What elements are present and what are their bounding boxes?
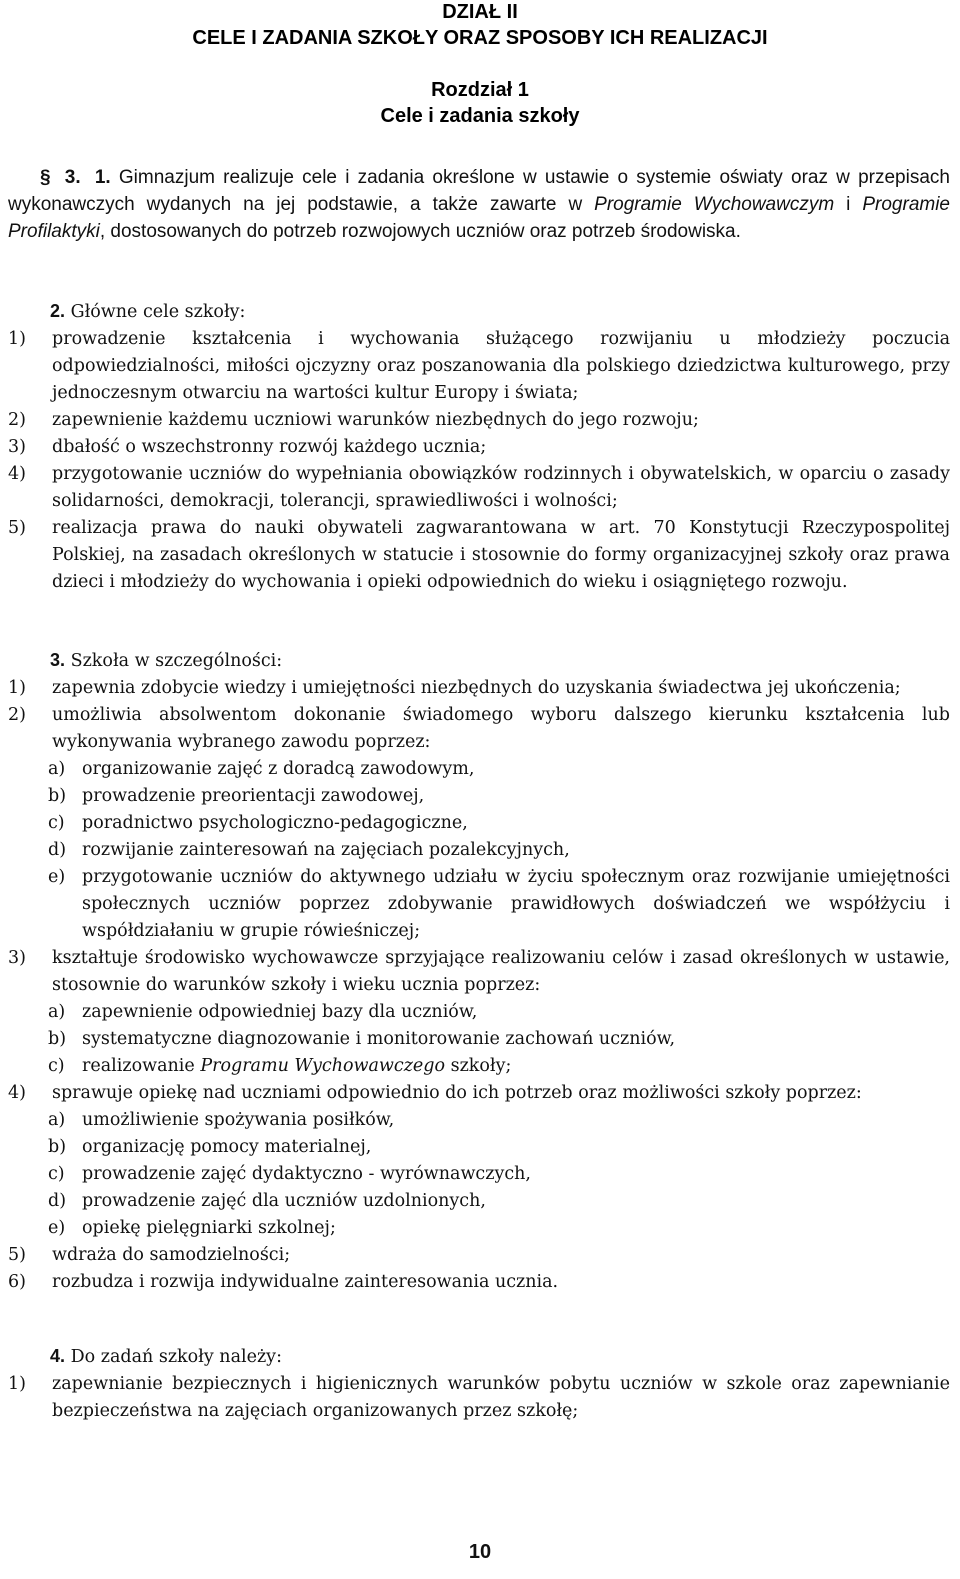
- sublist-item: [8, 1026, 950, 1053]
- list-item: [8, 675, 950, 702]
- list-item: [8, 702, 950, 756]
- paragraph-number: 2.: [50, 301, 66, 321]
- list-marker: 2): [8, 705, 26, 725]
- sublist-item-text: prowadzenie preorientacji zawodowej,: [82, 786, 425, 806]
- sublist-item-text: zapewnienie odpowiedniej bazy dla uczniów,: [82, 1002, 478, 1022]
- paragraph-3: [8, 647, 950, 1296]
- list-marker: 6): [8, 1272, 26, 1292]
- list-item-text: przygotowanie uczniów do wypełniania obowiązków rodzinnych i obywatelskich, w oparciu o zasady solidarności, demokracji, tolerancji, sprawiedliwości i wolności;: [52, 464, 950, 511]
- chapter-heading: Rozdział 1: [431, 79, 529, 101]
- list-marker: 3): [8, 948, 26, 968]
- sublist-item: [8, 810, 950, 837]
- paragraph-title: [8, 1343, 950, 1371]
- list-marker: 4): [8, 1083, 26, 1103]
- list-marker: 2): [8, 410, 26, 430]
- sublist-item-text: organizację pomocy materialnej,: [82, 1137, 372, 1157]
- list-marker: 1): [8, 678, 26, 698]
- paragraph-italic: Programie Wychowawczym: [594, 194, 835, 215]
- list-item-text: prowadzenie kształcenia i wychowania służącego rozwijaniu u młodzieży poczucia odpowiedzialności, miłości ojczyzny oraz poszanowania dla polskiego dziedzictwa kulturowego, przy jednoczesnym otwarciu na wartości kultur Europy i świata;: [52, 329, 950, 403]
- sublist-marker: a): [48, 1110, 66, 1130]
- paragraph-title-text: Główne cele szkoły:: [70, 302, 246, 322]
- paragraph-text: Gimnazjum realizuje cele i zadania określone w ustawie o systemie oświaty oraz w przepisach wykonawczych wydanych na jej podstawie, a także zawarte w: [8, 167, 950, 215]
- list-item: [8, 1242, 950, 1269]
- sublist-marker: b): [48, 1029, 67, 1049]
- sublist-marker: a): [48, 759, 66, 779]
- paragraph-number: 4.: [50, 1346, 66, 1366]
- sublist-item-text: prowadzenie zajęć dydaktyczno - wyrównawczych,: [82, 1164, 531, 1184]
- list-item-text: zapewnienie każdemu uczniowi warunków niezbędnych do jego rozwoju;: [52, 410, 699, 430]
- list-item: [8, 326, 950, 407]
- list-marker: 1): [8, 1374, 26, 1394]
- sublist-item-italic: Programu Wychowawczego: [200, 1056, 446, 1076]
- sublist-item-text: przygotowanie uczniów do aktywnego udziału w życiu społecznym oraz rozwijanie umiejętności społecznych uczniów poprzez zdobywanie prawidłowych doświadczeń we współżyciu i współdziałaniu w grupie rówieśniczej;: [82, 867, 950, 941]
- sublist-marker: b): [48, 786, 67, 806]
- list-marker: 1): [8, 329, 26, 349]
- section-number: 3.: [64, 167, 81, 188]
- list-marker: 3): [8, 437, 26, 457]
- list-item-text: wdraża do samodzielności;: [52, 1245, 291, 1265]
- list-item-text: zapewnia zdobycie wiedzy i umiejętności niezbędnych do uzyskania świadectwa jej ukończenia;: [52, 678, 901, 698]
- paragraph-title-text: Do zadań szkoły należy:: [70, 1347, 282, 1367]
- page-number: 10: [468, 1541, 492, 1563]
- sublist-item: [8, 1053, 950, 1080]
- sublist-marker: c): [48, 1164, 65, 1184]
- list-item: [8, 515, 950, 596]
- paragraph-title: [8, 298, 950, 326]
- sublist: [8, 1107, 950, 1242]
- list-item: [8, 1080, 950, 1107]
- sublist-marker: c): [48, 1056, 65, 1076]
- list-item-text: kształtuje środowisko wychowawcze sprzyjające realizowaniu celów i zasad określonych w ustawie, stosownie do warunków szkoły i wieku ucznia poprzez:: [52, 948, 950, 995]
- paragraph-number: 3.: [50, 650, 66, 670]
- list-item: [8, 434, 950, 461]
- sublist-item: [8, 1161, 950, 1188]
- sublist-marker: e): [48, 867, 66, 887]
- sublist-marker: c): [48, 813, 65, 833]
- sublist-item: [8, 1188, 950, 1215]
- sublist-item-text: umożliwienie spożywania posiłków,: [82, 1110, 395, 1130]
- sublist-marker: d): [48, 1191, 67, 1211]
- sublist-item: [8, 1134, 950, 1161]
- paragraph-title: [8, 647, 950, 675]
- sublist-item-text: prowadzenie zajęć dla uczniów uzdolnionych,: [82, 1191, 486, 1211]
- sublist-item: [8, 999, 950, 1026]
- sublist-item-text: poradnictwo psychologiczno-pedagogiczne,: [82, 813, 468, 833]
- paragraph-number: 1.: [94, 167, 111, 188]
- list-item-text: rozbudza i rozwija indywidualne zainteresowania ucznia.: [52, 1272, 559, 1292]
- sublist-item-text: systematyczne diagnozowanie i monitorowanie zachowań uczniów,: [82, 1029, 676, 1049]
- list-item: [8, 945, 950, 999]
- list-item-text: sprawuje opiekę nad uczniami odpowiednio do ich potrzeb oraz możliwości szkoły poprzez:: [52, 1083, 862, 1103]
- list-item: [8, 407, 950, 434]
- section-heading: DZIAŁ II: [442, 1, 518, 23]
- sublist: [8, 756, 950, 945]
- list-item: [8, 461, 950, 515]
- paragraph-italic: Programie Profilaktyki: [8, 194, 951, 242]
- list-item-text: umożliwia absolwentom dokonanie świadomego wyboru dalszego kierunku kształcenia lub wykonywania wybranego zawodu poprzez:: [52, 705, 950, 752]
- sublist-item-text: rozwijanie zainteresowań na zajęciach pozalekcyjnych,: [82, 840, 570, 860]
- sublist-item: [8, 756, 950, 783]
- list-item: [8, 1371, 950, 1425]
- chapter-title: Cele i zadania szkoły: [380, 105, 580, 127]
- sublist-item: [8, 837, 950, 864]
- sublist-item-text: realizowanie: [82, 1056, 201, 1076]
- list-marker: 4): [8, 464, 26, 484]
- sublist-item: [8, 1107, 950, 1134]
- sublist-item-text: organizowanie zajęć z doradcą zawodowym,: [82, 759, 475, 779]
- list-item-text: dbałość o wszechstronny rozwój każdego ucznia;: [52, 437, 487, 457]
- list-item-text: realizacja prawa do nauki obywateli zagwarantowana w art. 70 Konstytucji Rzeczypospolitej Polskiej, na zasadach określonych w statucie i stosownie do formy organizacyjnej szkoły oraz prawa dzieci i młodzieży do wychowania i opieki odpowiednich do wieku i osiągniętego rozwoju.: [52, 518, 950, 592]
- sublist-marker: a): [48, 1002, 66, 1022]
- sublist-item: [8, 1215, 950, 1242]
- paragraph-text: i: [834, 194, 863, 215]
- sublist-marker: e): [48, 1218, 66, 1238]
- sublist-marker: b): [48, 1137, 67, 1157]
- list-item-text: zapewnianie bezpiecznych i higienicznych warunków pobytu uczniów w szkole oraz zapewnianie bezpieczeństwa na zajęciach organizowanych przez szkołę;: [52, 1374, 950, 1421]
- goals-list: [8, 326, 950, 596]
- list-marker: 5): [8, 1245, 26, 1265]
- paragraph-text: , dostosowanych do potrzeb rozwojowych uczniów oraz potrzeb środowiska.: [99, 221, 741, 242]
- paragraph-4: [8, 1343, 950, 1425]
- list-marker: 5): [8, 518, 26, 538]
- sublist-item-text: szkoły;: [445, 1056, 512, 1076]
- list-item: [8, 1269, 950, 1296]
- paragraph-2: [8, 298, 950, 596]
- section-symbol: §: [40, 167, 51, 188]
- paragraph-1: [8, 164, 950, 245]
- section-title: CELE I ZADANIA SZKOŁY ORAZ SPOSOBY ICH REALIZACJI: [192, 27, 768, 49]
- sublist-item: [8, 783, 950, 810]
- sublist-item: [8, 864, 950, 945]
- sublist-item-text: opiekę pielęgniarki szkolnej;: [82, 1218, 336, 1238]
- paragraph-title-text: Szkoła w szczególności:: [70, 651, 283, 671]
- sublist-marker: d): [48, 840, 67, 860]
